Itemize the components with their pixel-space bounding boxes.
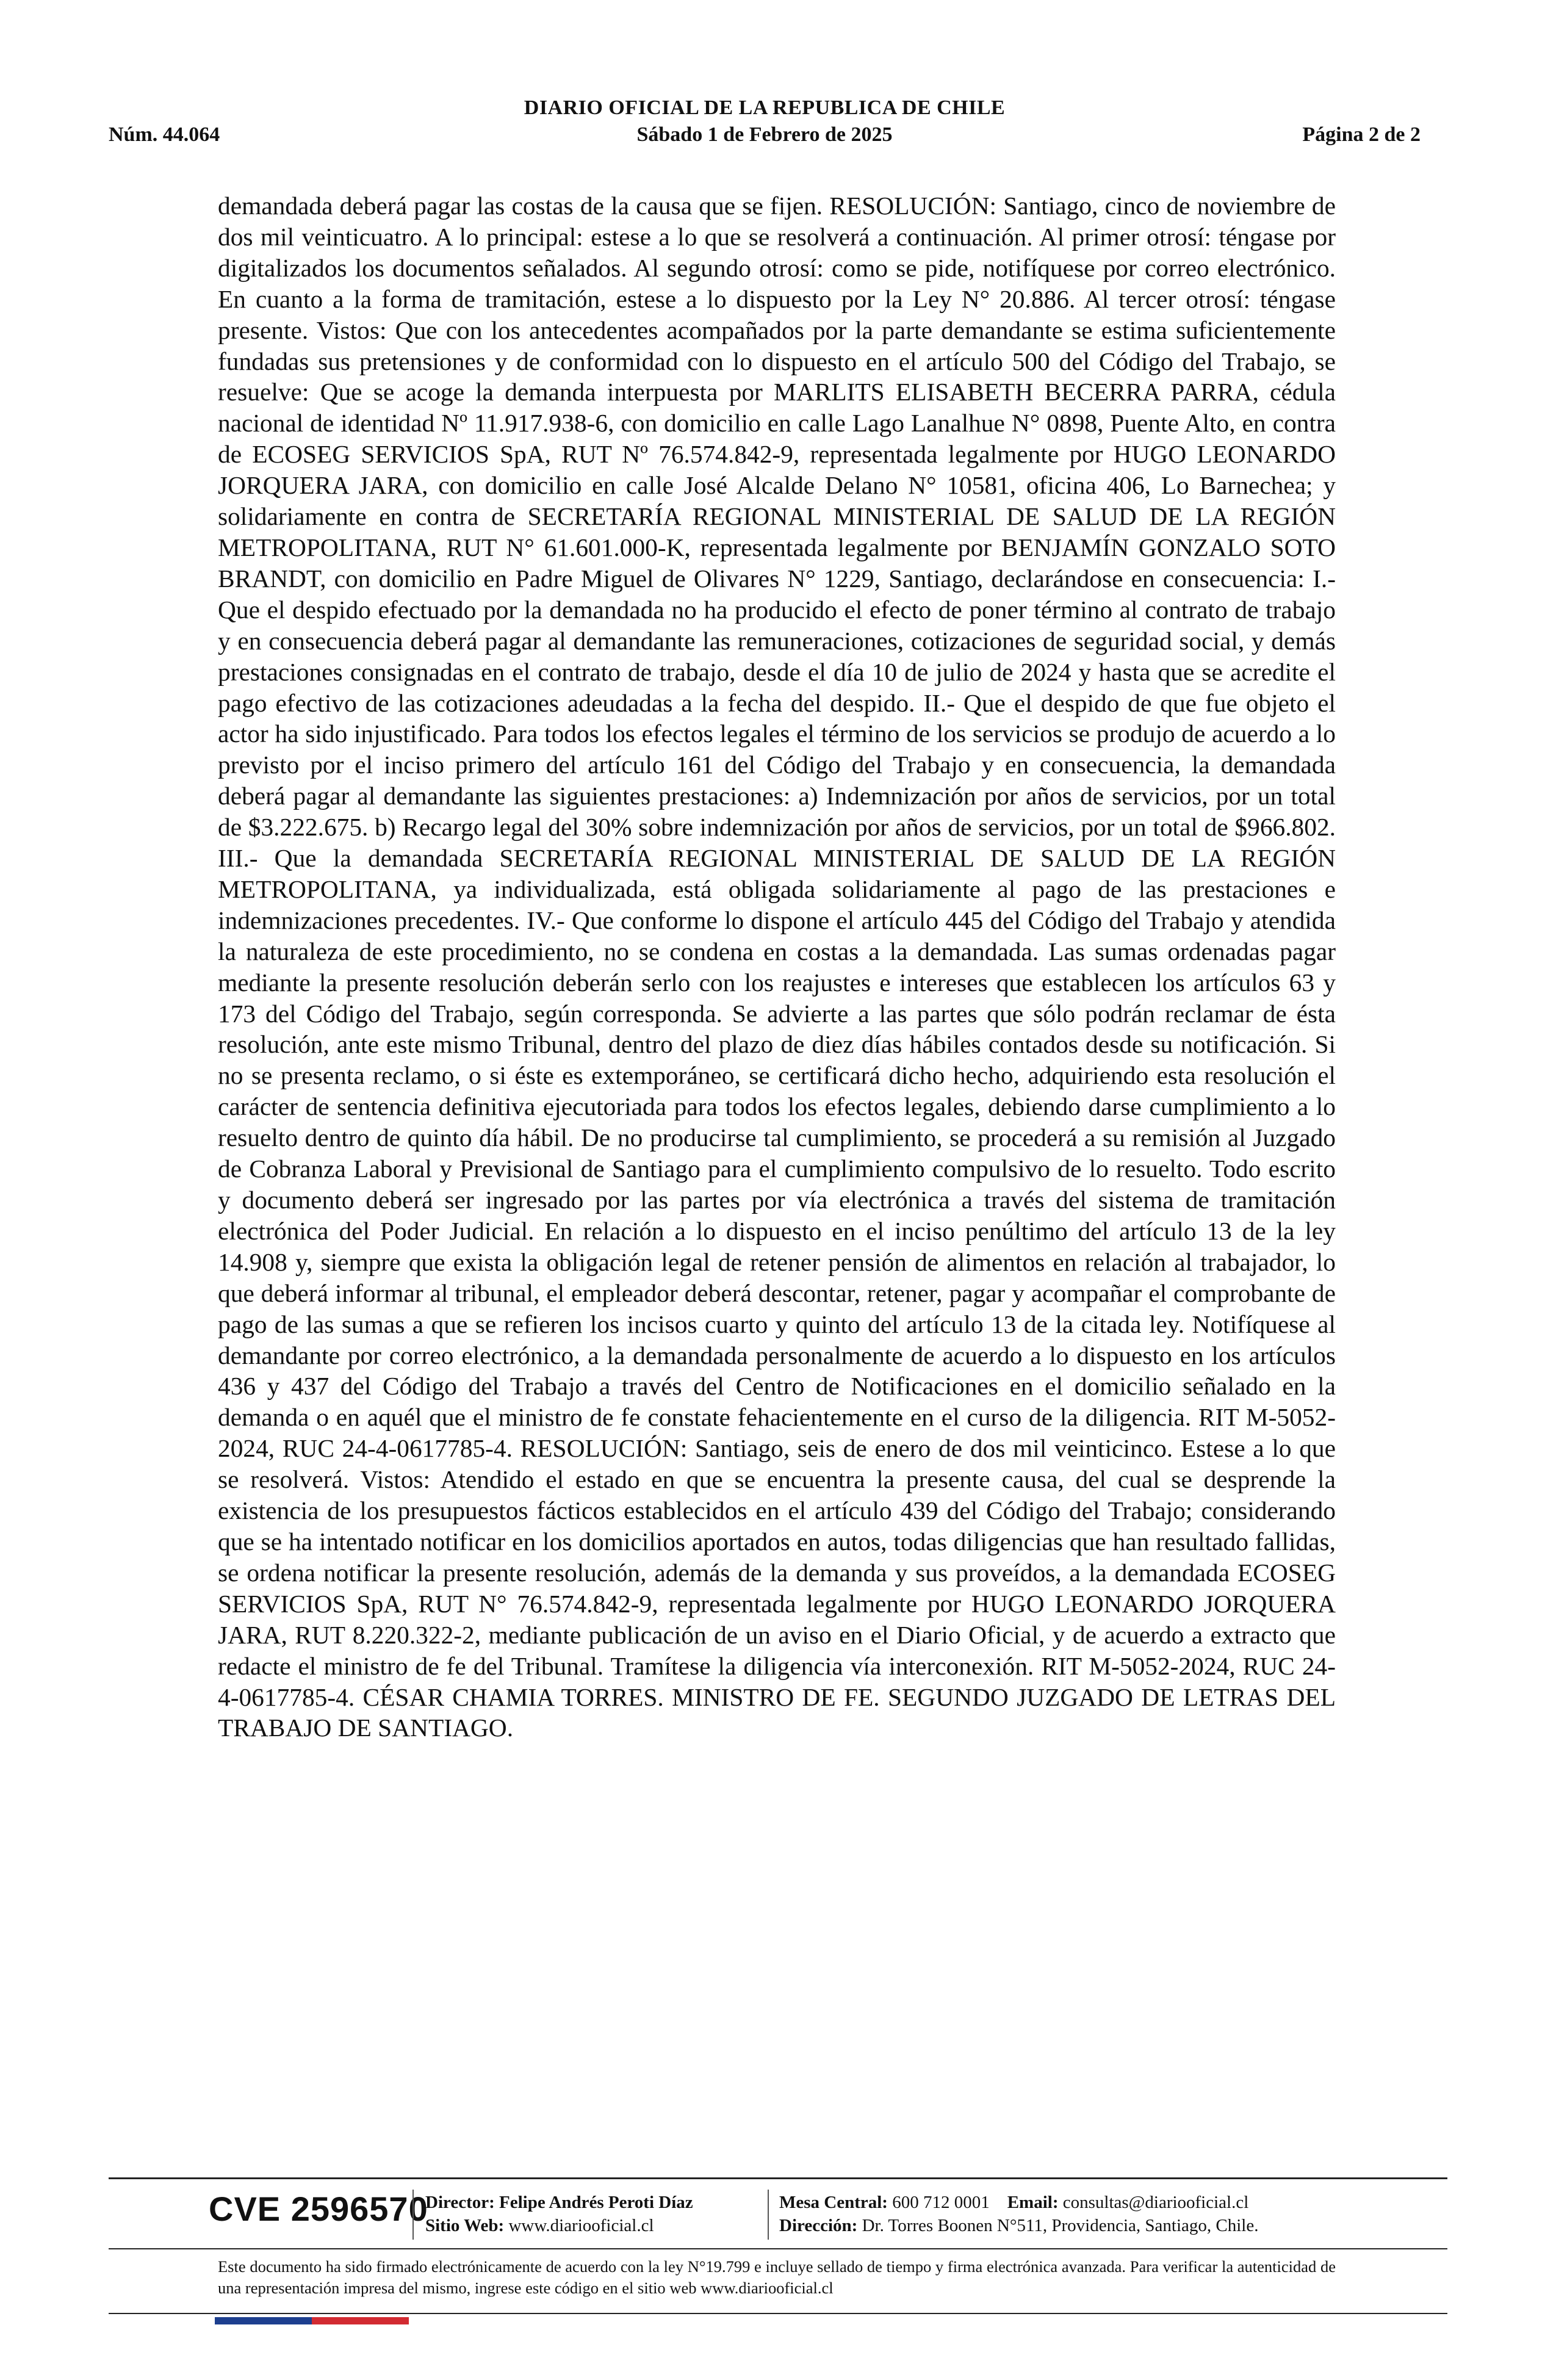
- address-label: Dirección:: [779, 2216, 858, 2235]
- header-row: [109, 123, 1421, 150]
- legal-notice: Este documento ha sido firmado electrónicamente de acuerdo con la ley N°19.799 e incluye sellado de tiempo y firma electrónica avanzada. Para verificar la autenticidad de una representación impresa del mismo, ingrese este código en el sitio web www.diariooficial.cl: [218, 2257, 1336, 2297]
- footer-separator: [768, 2190, 769, 2240]
- phone-email-line: [779, 2191, 1258, 2214]
- website-link[interactable]: www.diariooficial.cl: [508, 2216, 654, 2235]
- email-link[interactable]: consultas@diariooficial.cl: [1062, 2193, 1249, 2212]
- director-info: [425, 2191, 693, 2237]
- issue-number: Núm. 44.064: [109, 123, 220, 146]
- email-label: Email:: [1007, 2193, 1059, 2212]
- page-header: [109, 92, 1421, 153]
- website-line: [425, 2214, 693, 2237]
- footer-bottom-divider: [109, 2313, 1447, 2314]
- cve-code: CVE 2596570: [209, 2190, 428, 2228]
- website-label: Sitio Web:: [425, 2216, 505, 2235]
- director-line: [425, 2191, 693, 2214]
- director-name: Felipe Andrés Peroti Díaz: [499, 2193, 693, 2212]
- footer-separator: [412, 2190, 414, 2240]
- page-number: Página 2 de 2: [1302, 123, 1421, 146]
- address-text: Dr. Torres Boonen N°511, Providencia, Santiago, Chile.: [862, 2216, 1259, 2235]
- issue-date: Sábado 1 de Febrero de 2025: [636, 123, 893, 146]
- footer-top-divider: [109, 2177, 1447, 2179]
- publication-title: DIARIO OFICIAL DE LA REPUBLICA DE CHILE: [524, 96, 1006, 119]
- phone-number: 600 712 0001: [892, 2193, 990, 2212]
- document-body-text: demandada deberá pagar las costas de la causa que se fijen. RESOLUCIÓN: Santiago, cinco de noviembre de dos mil veinticuatro. A lo principal: estese a lo que se resolverá a continuación. Al primer otrosí: téngase por digitalizados los documentos señalados. Al segundo otrosí: como se pide, notifíquese por correo electrónico. En cuanto a la forma de tramitación, estese a lo dispuesto por la Ley N° 20.886. Al tercer otrosí: téngase presente. Vistos: Que con los antecedentes acompañados por la parte demandante se estima suficientemente fundadas sus pretensiones y de conformidad con lo dispuesto en el artículo 500 del Código del Trabajo, se resuelve: Que se acoge la demanda interpuesta por MARLITS ELISABETH BECERRA PARRA, cédula nacional de identidad Nº 11.917.938-6, con domicilio en calle Lago Lanalhue N° 0898, Puente Alto, en contra de ECOSEG SERVICIOS SpA, RUT Nº 76.574.842-9, representada legalmente por HUGO LEONARDO JORQUERA JARA, con domicilio en calle José Alcalde Delano N° 10581, oficina 406, Lo Barnechea; y solidariamente en contra de SECRETARÍA REGIONAL MINISTERIAL DE SALUD DE LA REGIÓN METROPOLITANA, RUT N° 61.601.000-K, representada legalmente por BENJAMÍN GONZALO SOTO BRANDT, con domicilio en Padre Miguel de Olivares N° 1229, Santiago, declarándose en consecuencia: I.- Que el despido efectuado por la demandada no ha producido el efecto de poner término al contrato de trabajo y en consecuencia deberá pagar al demandante las remuneraciones, cotizaciones de seguridad social, y demás prestaciones consignadas en el contrato de trabajo, desde el día 10 de julio de 2024 y hasta que se acredite el pago efectivo de las cotizaciones adeudadas a la fecha del despido. II.- Que el despido de que fue objeto el actor ha sido injustificado. Para todos los efectos legales el término de los servicios se produjo de acuerdo a lo previsto por el inciso primero del artículo 161 del Código del Trabajo y en consecuencia, la demandada deberá pagar al demandante las siguientes prestaciones: a) Indemnización por años de servicios, por un total de $3.222.675. b) Recargo legal del 30% sobre indemnización por años de servicios, por un total de $966.802. III.- Que la demandada SECRETARÍA REGIONAL MINISTERIAL DE SALUD DE LA REGIÓN METROPOLITANA, ya individualizada, está obligada solidariamente al pago de las prestaciones e indemnizaciones precedentes. IV.- Que conforme lo dispone el artículo 445 del Código del Trabajo y atendida la naturaleza de este procedimiento, no se condena en costas a la demandada. Las sumas ordenadas pagar mediante la presente resolución deberán serlo con los reajustes e intereses que establecen los artículos 63 y 173 del Código del Trabajo, según corresponda. Se advierte a las partes que sólo podrán reclamar de ésta resolución, ante este mismo Tribunal, dentro del plazo de diez días hábiles contados desde su notificación. Si no se presenta reclamo, o si éste es extemporáneo, se certificará dicho hecho, adquiriendo esta resolución el carácter de sentencia definitiva ejecutoriada para todos los efectos legales, debiendo darse cumplimiento a lo resuelto dentro de quinto día hábil. De no producirse tal cumplimiento, se procederá a su remisión al Juzgado de Cobranza Laboral y Previsional de Santiago para el cumplimiento compulsivo de lo resuelto. Todo escrito y documento deberá ser ingresado por las partes por vía electrónica a través del sistema de tramitación electrónica del Poder Judicial. En relación a lo dispuesto en el inciso penúltimo del artículo 13 de la ley 14.908 y, siempre que exista la obligación legal de retener pensión de alimentos en relación al trabajador, lo que deberá informar al tribunal, el empleador deberá descontar, retener, pagar y acompañar el comprobante de pago de las sumas a que se refieren los incisos cuarto y quinto del artículo 13 de la citada ley. Notifíquese al demandante por correo electrónico, a la demandada personalmente de acuerdo a lo dispuesto en los artículos 436 y 437 del Código del Trabajo a través del Centro de Notificaciones en el domicilio señalado en la demanda o en aquél que el ministro de fe constate fehacientemente en el curso de la diligencia. RIT M-5052-2024, RUC 24-4-0617785-4. RESOLUCIÓN: Santiago, seis de enero de dos mil veinticinco. Estese a lo que se resolverá. Vistos: Atendido el estado en que se encuentra la presente causa, del cual se desprende la existencia de los presupuestos fácticos establecidos en el artículo 439 del Código del Trabajo; considerando que se ha intentado notificar en los domicilios aportados en autos, todas diligencias que han resultado fallidas, se ordena notificar la presente resolución, además de la demanda y sus proveídos, a la demandada ECOSEG SERVICIOS SpA, RUT N° 76.574.842-9, representada legalmente por HUGO LEONARDO JORQUERA JARA, RUT 8.220.322-2, mediante publicación de un aviso en el Diario Oficial, y de acuerdo a extracto que redacte el ministro de fe del Tribunal. Tramítese la diligencia vía interconexión. RIT M-5052-2024, RUC 24-4-0617785-4. CÉSAR CHAMIA TORRES. MINISTRO DE FE. SEGUNDO JUZGADO DE LETRAS DEL TRABAJO DE SANTIAGO.: [218, 192, 1336, 1742]
- footer-middle-divider: [109, 2248, 1447, 2249]
- contact-info: [779, 2191, 1258, 2237]
- director-label: Director:: [425, 2193, 495, 2212]
- flag-red-segment: [312, 2317, 409, 2324]
- phone-label: Mesa Central:: [779, 2193, 888, 2212]
- flag-stripe: [215, 2317, 409, 2324]
- address-line: [779, 2214, 1258, 2237]
- flag-blue-segment: [215, 2317, 312, 2324]
